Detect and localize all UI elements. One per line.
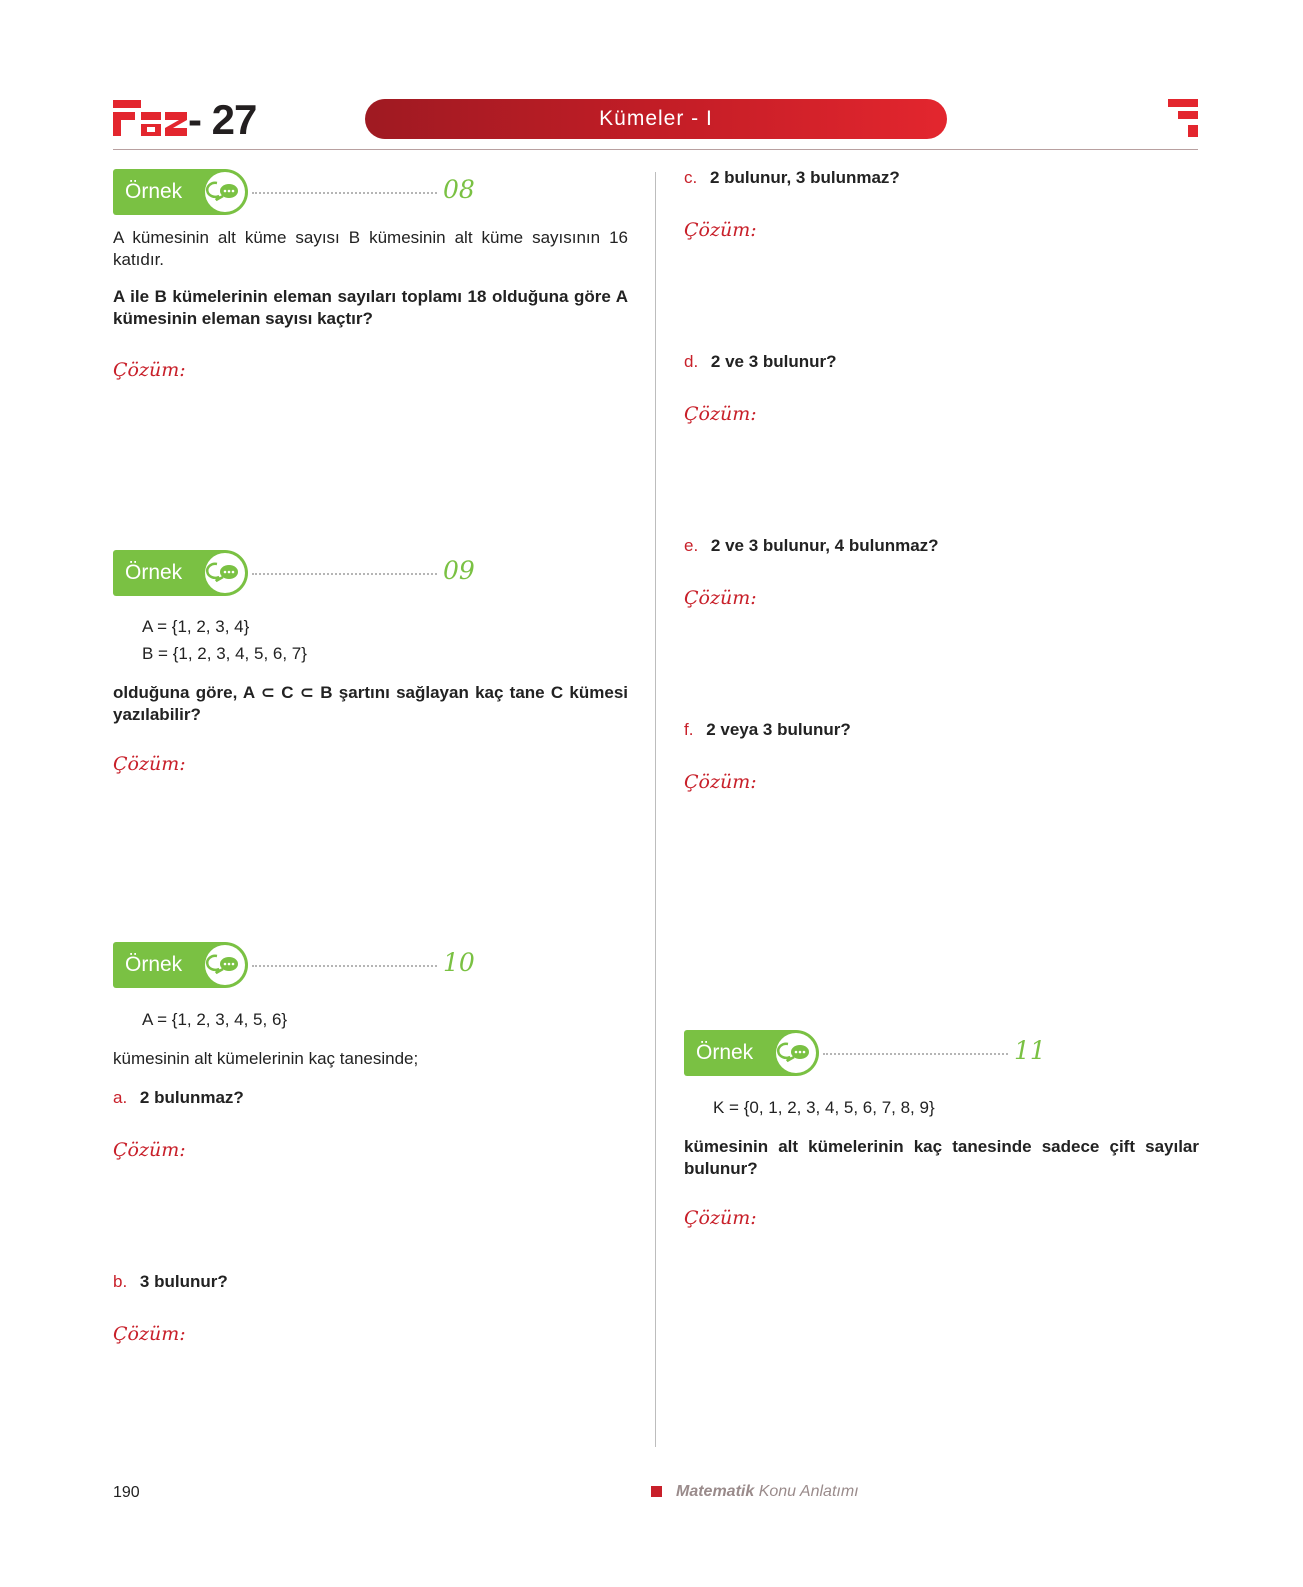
ex09-question: olduğuna göre, A ⊂ C ⊂ B şartını sağlayan kaç tane C kümesi yazılabilir? [113, 683, 628, 724]
book-title-bold: Matematik [676, 1483, 755, 1500]
part-text: 2 ve 3 bulunur? [710, 352, 837, 371]
ex09-set-a: A = {1, 2, 3, 4} [142, 617, 250, 636]
example-badge-11 [684, 1030, 1054, 1076]
part-text: 2 ve 3 bulunur, 4 bulunmaz? [710, 536, 939, 555]
ex10-part-d [684, 351, 837, 373]
ex11-question: kümesinin alt kümelerinin kaç tanesinde sadece çift sayılar bulunur? [684, 1137, 1199, 1178]
chat-bubble-icon [776, 1033, 816, 1073]
badge-label: Örnek [125, 953, 183, 976]
ex10-intro: kümesinin alt kümelerinin kaç tanesinde; [113, 1049, 419, 1068]
example-badge-09 [113, 550, 483, 596]
solution-label: Çözüm: [684, 403, 757, 425]
part-letter: e. [684, 536, 699, 555]
ex10-part-a [113, 1087, 244, 1109]
part-letter: c. [684, 168, 698, 187]
badge-dotted-line [252, 965, 437, 967]
part-letter: f. [684, 720, 694, 739]
chat-bubble-icon [205, 172, 245, 212]
part-letter: a. [113, 1088, 128, 1107]
badge-label: Örnek [125, 180, 183, 203]
badge-dotted-line [823, 1053, 1008, 1055]
solution-label: Çözüm: [113, 1323, 186, 1345]
chapter-title: Kümeler - I [365, 99, 947, 139]
badge-dotted-line [252, 192, 437, 194]
page-number: 190 [113, 1484, 140, 1501]
ex08-question: A ile B kümelerinin eleman sayıları toplamı 18 olduğuna göre A kümesinin eleman sayısı kaçtır? [113, 287, 628, 328]
part-letter: b. [113, 1272, 128, 1291]
chat-bubble-icon [205, 553, 245, 593]
ex10-set-a: A = {1, 2, 3, 4, 5, 6} [142, 1010, 288, 1029]
ex09-set-b: B = {1, 2, 3, 4, 5, 6, 7} [142, 644, 307, 663]
badge-dotted-line [252, 573, 437, 575]
footer-square-icon [651, 1486, 662, 1497]
solution-label: Çözüm: [113, 1139, 186, 1161]
example-number: 08 [443, 175, 475, 204]
solution-label: Çözüm: [684, 219, 757, 241]
ex10-part-b [113, 1271, 228, 1293]
part-text: 3 bulunur? [139, 1272, 228, 1291]
badge-label: Örnek [696, 1041, 754, 1064]
solution-label: Çözüm: [113, 359, 186, 381]
example-badge-08 [113, 169, 483, 215]
ex08-statement: A kümesinin alt küme sayısı B kümesinin alt küme sayısının 16 katıdır. [113, 228, 628, 269]
header-divider [113, 149, 1198, 150]
column-divider [655, 172, 656, 1447]
badge-label: Örnek [125, 561, 183, 584]
part-letter: d. [684, 352, 699, 371]
example-number: 09 [443, 556, 475, 585]
ex11-set-k: K = {0, 1, 2, 3, 4, 5, 6, 7, 8, 9} [713, 1098, 935, 1117]
solution-label: Çözüm: [113, 753, 186, 775]
solution-label: Çözüm: [684, 1207, 757, 1229]
ex10-part-c [684, 167, 900, 189]
ex10-part-e [684, 535, 939, 557]
faz-logo-icon [113, 98, 188, 143]
part-text: 2 bulunur, 3 bulunmaz? [709, 168, 900, 187]
logo-number: - 27 [188, 96, 257, 143]
part-text: 2 bulunmaz? [139, 1088, 244, 1107]
corner-logo-icon [1168, 99, 1198, 139]
solution-label: Çözüm: [684, 771, 757, 793]
book-title [676, 1483, 859, 1501]
example-badge-10 [113, 942, 483, 988]
solution-label: Çözüm: [684, 587, 757, 609]
ex10-part-f [684, 719, 851, 741]
part-text: 2 veya 3 bulunur? [706, 720, 851, 739]
chat-bubble-icon [205, 945, 245, 985]
book-title-rest: Konu Anlatımı [754, 1483, 859, 1500]
example-number: 11 [1014, 1036, 1046, 1065]
example-number: 10 [443, 948, 475, 977]
